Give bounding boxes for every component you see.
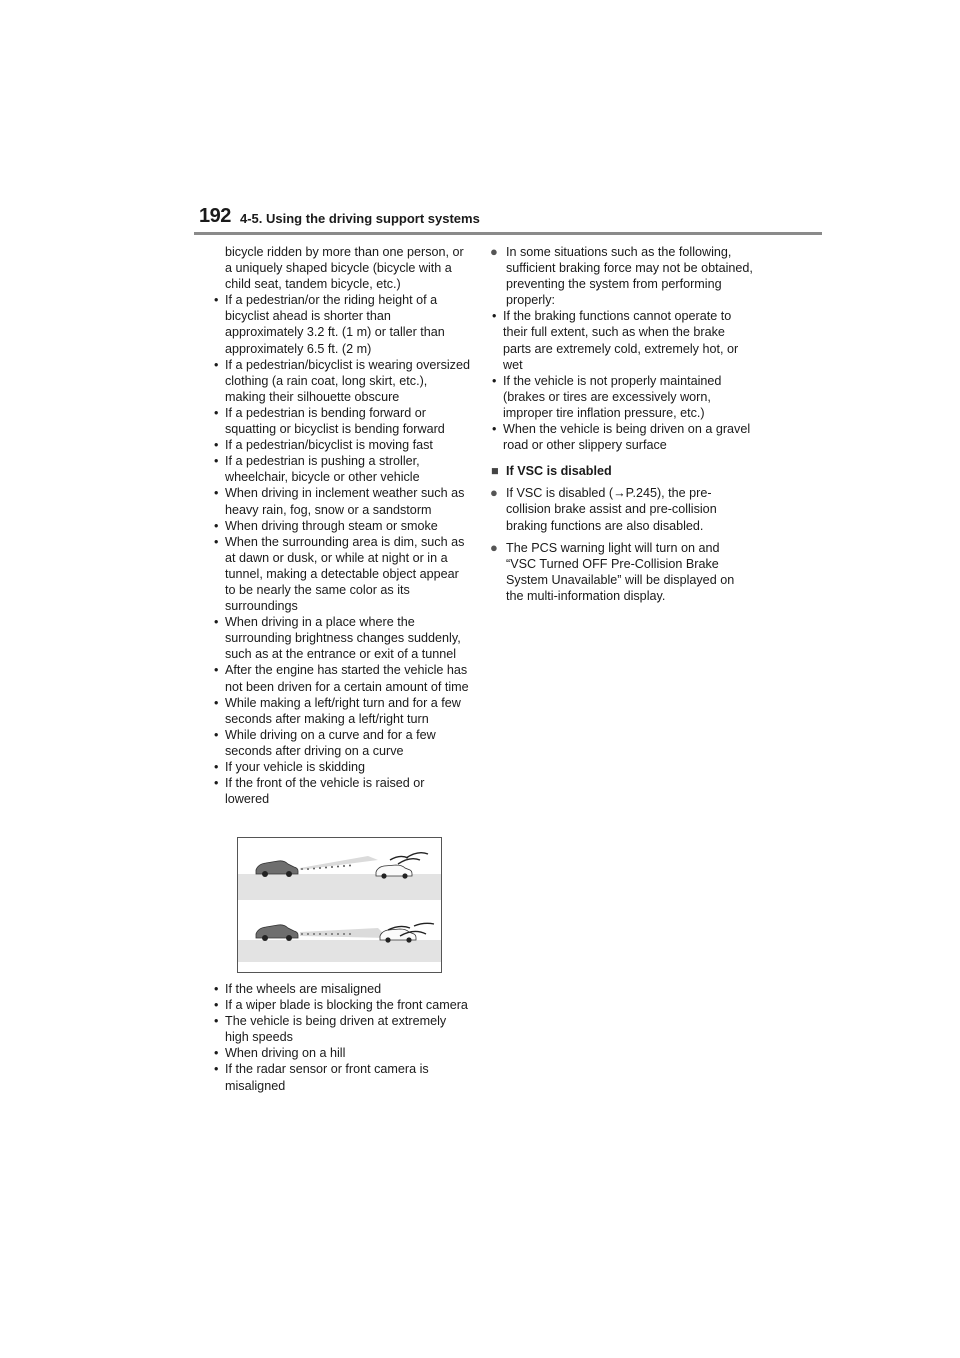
continuation-text: bicycle ridden by more than one person, or a uniquely shaped bicycle (bicycle with a child seat, tandem bicycle, etc.) xyxy=(225,245,464,292)
circle-bullet-icon: ● xyxy=(490,244,498,259)
bullet-icon: • xyxy=(214,486,219,501)
vehicle-illustration xyxy=(237,837,442,973)
list-item: • When the surrounding area is dim, such as at dawn or dusk, or while at night or in a tunnel, making a detectable object appear to be nearly the same color as its surroundings xyxy=(214,534,465,614)
bullet-icon: • xyxy=(214,663,219,678)
header-rule xyxy=(194,232,822,235)
radar-beam-icon xyxy=(300,856,378,870)
list-item: • When driving on a hill xyxy=(214,1046,346,1061)
list-item: • If a wiper blade is blocking the front camera xyxy=(214,998,468,1013)
list-item: • When driving in inclement weather such as heavy rain, fog, snow or a sandstorm xyxy=(214,486,465,517)
list-item: • After the engine has started the vehicle has not been driven for a certain amount of time xyxy=(214,663,469,694)
bullet-icon: • xyxy=(492,422,497,437)
list-item: • When driving in a place where the surrounding brightness changes suddenly, such as at the entrance or exit of a tunnel xyxy=(214,615,461,662)
bullet-icon: • xyxy=(492,309,497,324)
list-item: • If a pedestrian is bending forward or squatting or bicyclist is bending forward xyxy=(214,405,445,437)
bullet-icon: • xyxy=(214,776,219,791)
list-item: • If the front of the vehicle is raised or lowered xyxy=(214,776,425,807)
list-item: • When driving through steam or smoke xyxy=(214,518,438,533)
circle-bullet-icon: ● xyxy=(490,485,498,501)
bullet-icon: • xyxy=(214,293,219,308)
bullet-icon: • xyxy=(214,1046,219,1061)
list-item: • If the radar sensor or front camera is misaligned xyxy=(214,1062,429,1093)
circle-bullet-icon: ● xyxy=(490,539,498,555)
braking-intro: ● In some situations such as the following, sufficient braking force may not be obtained, preventing the system from performing properly: xyxy=(490,244,753,308)
bullet-icon: • xyxy=(214,405,219,420)
road-top xyxy=(238,874,441,900)
list-item: • If a pedestrian/bicyclist is wearing oversized clothing (a rain coat, long skirt, etc.), making their silhouette obscure xyxy=(214,357,470,404)
list-item: • While making a left/right turn and for a few seconds after making a left/right turn xyxy=(214,695,461,726)
bullet-icon: • xyxy=(214,695,219,710)
bullet-icon: • xyxy=(214,1014,219,1029)
bullet-icon: • xyxy=(214,982,219,996)
bullet-icon: • xyxy=(492,373,497,388)
square-bullet-icon: ■ xyxy=(491,464,499,479)
list-item: • If your vehicle is skidding xyxy=(214,760,365,774)
bullet-icon: • xyxy=(214,438,219,453)
bullet-icon: • xyxy=(214,760,219,774)
list-item: • While driving on a curve and for a few seconds after driving on a curve xyxy=(214,727,436,758)
vsc-paragraph-1: ● If VSC is disabled (→P.245), the pre-collision brake assist and pre-collision braking functions are also disabled. xyxy=(490,485,717,533)
motion-arrows-icon xyxy=(390,853,428,864)
left-column xyxy=(213,244,471,807)
bullet-icon: • xyxy=(214,357,219,372)
bullet-icon: • xyxy=(214,454,219,469)
vehicle-illustration-svg xyxy=(238,838,441,972)
bullet-icon: • xyxy=(214,727,219,742)
road-bottom xyxy=(238,940,441,962)
braking-conditions-list xyxy=(491,308,753,453)
right-column xyxy=(491,244,753,604)
bullet-icon: • xyxy=(214,998,219,1013)
bullet-icon: • xyxy=(214,518,219,533)
condition-list-top xyxy=(213,292,471,807)
vsc-disabled-heading: ■ If VSC is disabled xyxy=(491,464,612,479)
list-item: • If the vehicle is not properly maintained (brakes or tires are excessively worn, improper tire inflation pressure, etc.) xyxy=(492,373,722,420)
list-item: • If a pedestrian/bicyclist is moving fast xyxy=(214,438,433,453)
condition-list-bottom xyxy=(213,981,471,1094)
list-item: • If the wheels are misaligned xyxy=(214,982,382,996)
bullet-icon: • xyxy=(214,1062,219,1077)
list-item: • The vehicle is being driven at extremely high speeds xyxy=(214,1014,447,1045)
car-icon xyxy=(256,925,298,941)
page-number: 192 xyxy=(199,205,231,227)
radar-beam-icon xyxy=(300,928,388,938)
vsc-paragraph-2: ● The PCS warning light will turn on and “VSC Turned OFF Pre-Collision Brake System Unavailable” will be displayed on the multi-information display. xyxy=(490,539,735,603)
list-item: • When the vehicle is being driven on a gravel road or other slippery surface xyxy=(492,422,751,453)
list-item: • If the braking functions cannot operate to their full extent, such as when the brake parts are extremely cold, extremely hot, or wet xyxy=(492,309,739,372)
bullet-icon: • xyxy=(214,534,219,549)
left-column-bottom xyxy=(213,981,471,1094)
bullet-icon: • xyxy=(214,615,219,630)
list-item: • If a pedestrian/or the riding height of a bicyclist ahead is shorter than approximately 3.2 ft. (1 m) or taller than approximately 6.5 ft. (2 m) xyxy=(214,293,445,356)
section-title: 4-5. Using the driving support systems xyxy=(240,211,480,226)
list-item: • If a pedestrian is pushing a stroller, wheelchair, bicycle or other vehicle xyxy=(214,454,420,485)
